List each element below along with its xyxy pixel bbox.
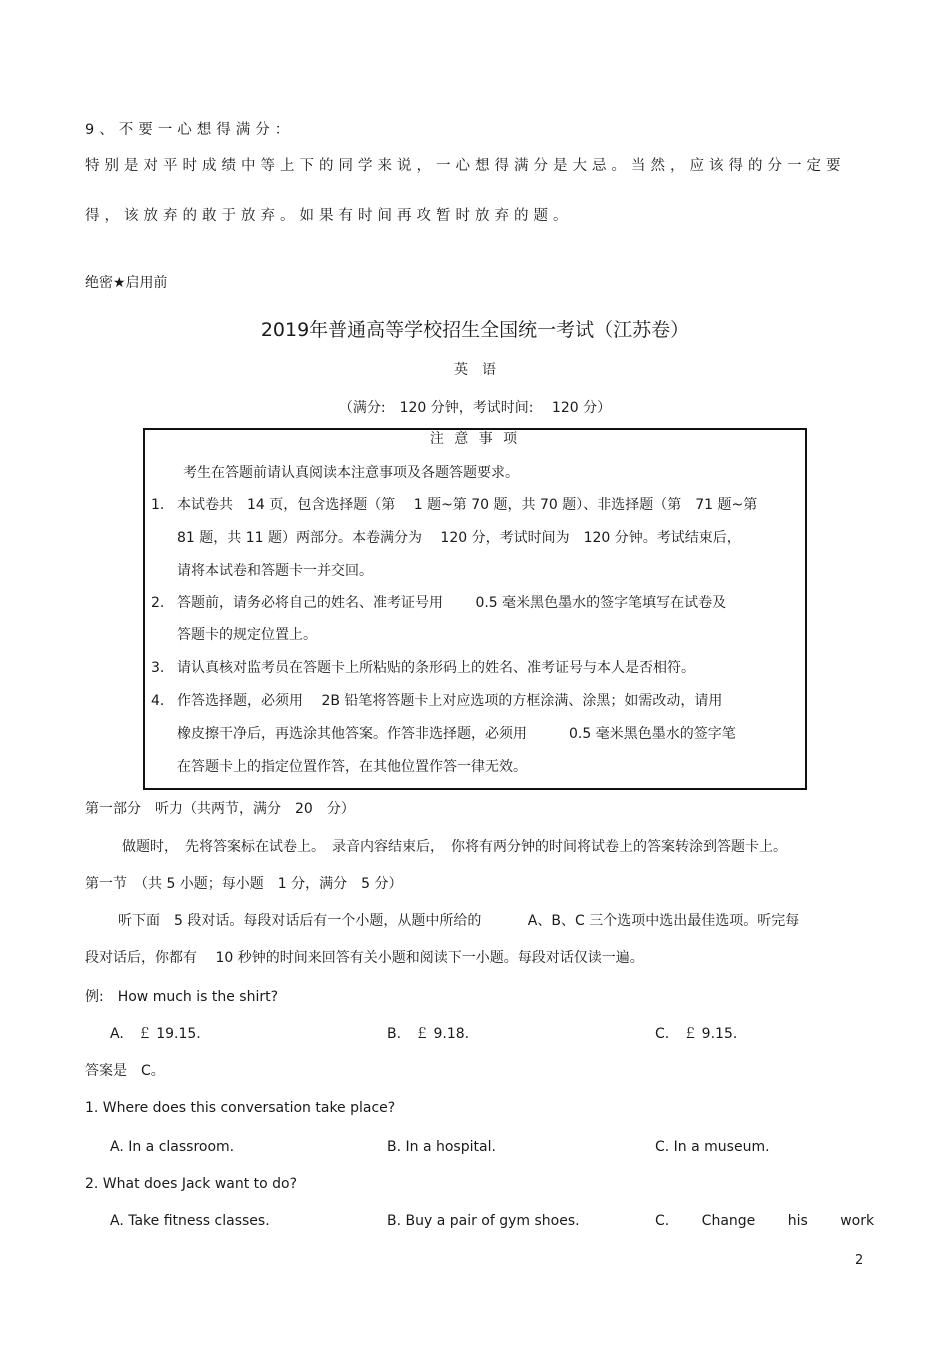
notice-item-number: 3. [151,660,165,676]
question-2: 2. What does Jack want to do? [85,1176,298,1192]
notice-item-number: 4. [151,693,165,709]
notice-item-line: 作答选择题，必须用 2B 铅笔将答题卡上对应选项的方框涂满、涂黑；如需改动，请用 [177,693,723,709]
notice-item-1 [151,496,757,514]
tip-line-1: 特别是对平时成绩中等上下的同学来说，一心想得满分是大忌。当然，应该得的分一定要 [85,158,846,174]
question-2-option-b: B. Buy a pair of gym shoes. [387,1213,580,1229]
notice-item-line: 请认真核对监考员在答题卡上所粘贴的条形码上的姓名、准考证号与本人是否相符。 [177,660,695,676]
page-number: 2 [855,1253,864,1268]
notice-item-line: 本试卷共 14 页，包含选择题（第 1 题~第 70 题，共 70 题）、非选择题（第 71 题~第 [177,497,758,513]
exam-title: 2019年普通高等学校招生全国统一考试（江苏卷） [260,319,690,341]
question-1-option-b: B. In a hospital. [387,1139,496,1155]
example-option-a: A. ￡ 19.15. [110,1026,201,1042]
question-2-option-c: C. Change his work [655,1213,875,1229]
question-1-option-a: A. In a classroom. [110,1139,235,1155]
notice-item-line: 橡皮擦干净后，再选涂其他答案。作答非选择题，必须用 0.5 毫米黑色墨水的签字笔 [177,726,736,742]
subject: 英 语 [454,362,496,378]
notice-item-line: 答题卡的规定位置上。 [177,627,317,643]
notice-item-line: 答题前，请务必将自己的姓名、准考证号用 0.5 毫米黑色墨水的签字笔填写在试卷及 [177,595,727,611]
notice-item-3 [151,659,695,677]
example-answer: 答案是 C。 [85,1063,165,1079]
notice-item-line: 81 题，共 11 题）两部分。本卷满分为 120 分，考试时间为 120 分钟。考试结束后， [177,530,741,546]
part1-heading: 第一部分 听力（共两节，满分 20 分） [85,801,355,817]
section1-line-2: 段对话后，你都有 10 秒钟的时间来回答有关小题和阅读下一小题。每段对话仅读一遍。 [85,950,644,966]
notice-item-line: 在答题卡上的指定位置作答，在其他位置作答一律无效。 [177,759,527,775]
example-option-b: B. ￡ 9.18. [387,1026,470,1042]
notice-title: 注 意 事 项 [429,431,521,447]
notice-item-4 [151,692,722,710]
section1-line-1: 听下面 5 段对话。每段对话后有一个小题，从题中所给的 A、B、C 三个选项中选出最佳选项。听完每 [118,913,800,929]
notice-intro: 考生在答题前请认真阅读本注意事项及各题答题要求。 [183,465,519,481]
question-2-option-a: A. Take fitness classes. [110,1213,270,1229]
example-question: 例: How much is the shirt? [85,989,279,1005]
notice-item-number: 1. [151,497,165,513]
confidential-label: 绝密★启用前 [85,275,168,291]
tip-line-2: 得，该放弃的敢于放弃。如果有时间再攻暂时放弃的题。 [85,208,573,224]
part1-instruction: 做题时， 先将答案标在试卷上。 录音内容结束后， 你将有两分钟的时间将试卷上的答案转涂到答题卡上。 [122,839,787,855]
score-time: （满分: 120 分钟，考试时间: 120 分） [338,400,612,416]
question-1: 1. Where does this conversation take place? [85,1100,396,1116]
question-1-option-c: C. In a museum. [655,1139,770,1155]
notice-item-number: 2. [151,595,165,611]
notice-item-2 [151,594,726,612]
notice-item-line: 请将本试卷和答题卡一并交回。 [177,563,373,579]
section1-heading: 第一节 （共 5 小题；每小题 1 分，满分 5 分） [85,876,403,892]
tip-heading: 9、不要一心想得满分： [85,122,295,138]
example-option-c: C. ￡ 9.15. [655,1026,738,1042]
